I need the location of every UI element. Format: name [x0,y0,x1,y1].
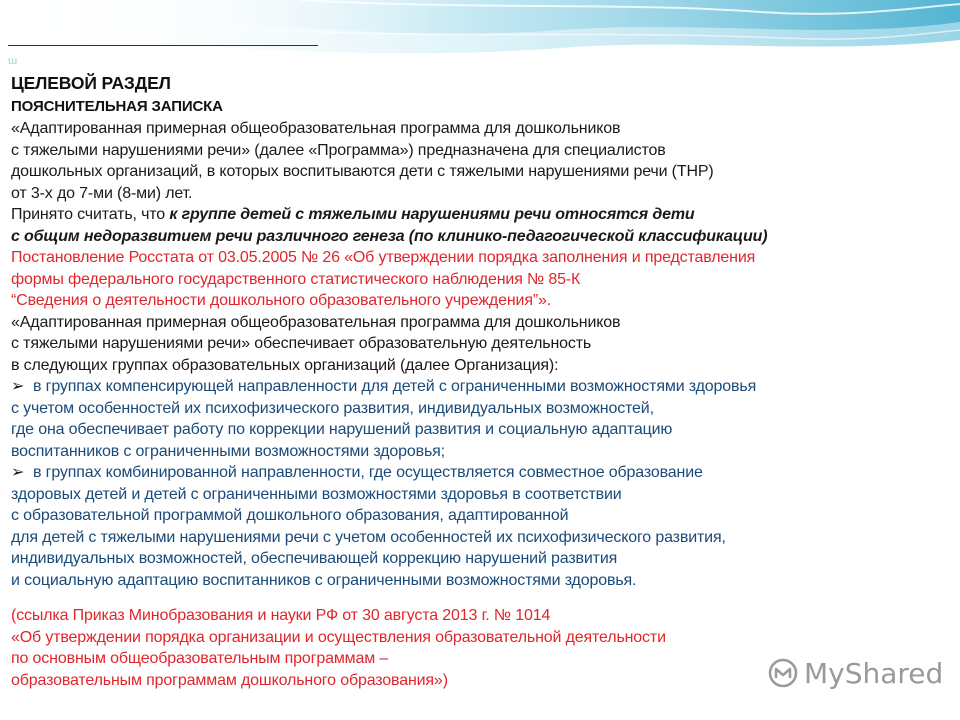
accepted-statement-line [11,204,951,226]
paragraph-gap [11,591,951,605]
bullet-continuation-line: с образовательной программой дошкольного образования, адаптированной [11,507,569,524]
bullet-arrow-icon: ➢ [11,378,25,395]
reference-open-paren: ( [11,607,17,624]
reference-line: «Об утверждении порядка организации и осуществления образовательной деятельности [11,628,666,646]
bullet-continuation-line: с учетом особенностей их психофизического развития, индивидуальных возможностей, [11,399,654,417]
reference-line [11,605,951,627]
bullet-continuation-line: для детей с тяжелыми нарушениями речи с учетом особенностей их психофизического развития, [11,528,726,546]
bullet-continuation-line: здоровых детей и детей с ограниченными возможностями здоровья в соответствии [11,485,622,503]
reference-close-paren: ) [442,671,448,689]
decree-line: Постановление Росстата от 03.05.2005 № 26 «Об утверждении порядка заполнения и представления [11,249,756,266]
myshared-watermark [768,655,943,691]
reference-text: ссылка Приказ Минобразования и науки РФ от 30 августа 2013 г. № 1014 [16,607,551,624]
decree-line: “Сведения о деятельности дошкольного образовательного учреждения”». [11,292,552,309]
bullet-arrow-icon: ➢ [11,464,25,481]
subsection-title: ПОЯСНИТЕЛЬНАЯ ЗАПИСКА [11,98,223,115]
bullet-continuation-line: воспитанников с ограниченными возможностями здоровья; [11,442,445,460]
accepted-emphasis: к группе детей с тяжелыми нарушениями речи относятся дети [169,206,695,223]
reference-line: по основным общеобразовательным программам – [11,650,389,667]
bullet-text: в группах компенсирующей направленности для детей с ограниченными возможностями здоровья [33,378,757,395]
bullet-text: в группах комбинированной направленности, где осуществляется совместное образование [33,464,703,481]
bullet-item-compensatory [11,376,951,398]
program-line: в следующих группах образовательных организаций (далее Организация): [11,356,559,374]
bullet-continuation-line: индивидуальных возможностей, обеспечивающей коррекцию нарушений развития [11,550,618,567]
intro-line: от 3-х до 7-ми (8-ми) лет. [11,184,193,202]
watermark-text: MyShared [804,656,944,690]
program-line: «Адаптированная примерная общеобразовательная программа для дошкольников [11,313,621,331]
intro-line: «Адаптированная примерная общеобразовательная программа для дошкольников [11,120,621,137]
accepted-emphasis-line: с общим недоразвитием речи различного генеза (по клинико-педагогической классификации) [11,227,768,245]
accepted-prefix: Принято считать, что [11,206,170,223]
slide-marker-glyph: ɯ [8,55,18,67]
myshared-logo-icon [768,658,798,688]
intro-line: дошкольных организаций, в которых воспитываются дети с тяжелыми нарушениями речи (ТНР) [11,163,714,180]
decree-line: формы федерального государственного статистического наблюдения № 85-К [11,270,581,288]
bullet-continuation-line: где она обеспечивает работу по коррекции нарушений развития и социальную адаптацию [11,421,673,438]
intro-line: с тяжелыми нарушениями речи» (далее «Программа») предназначена для специалистов [11,141,666,159]
top-rule-divider [8,45,318,46]
document-body [11,70,951,691]
bullet-item-combined [11,462,951,484]
bullet-continuation-line: и социальную адаптацию воспитанников с ограниченными возможностями здоровья. [11,571,637,589]
section-title: ЦЕЛЕВОЙ РАЗДЕЛ [11,73,171,93]
program-line: с тяжелыми нарушениями речи» обеспечивает образовательную деятельность [11,335,592,352]
reference-text: образовательным программам дошкольного образования» [11,671,443,689]
